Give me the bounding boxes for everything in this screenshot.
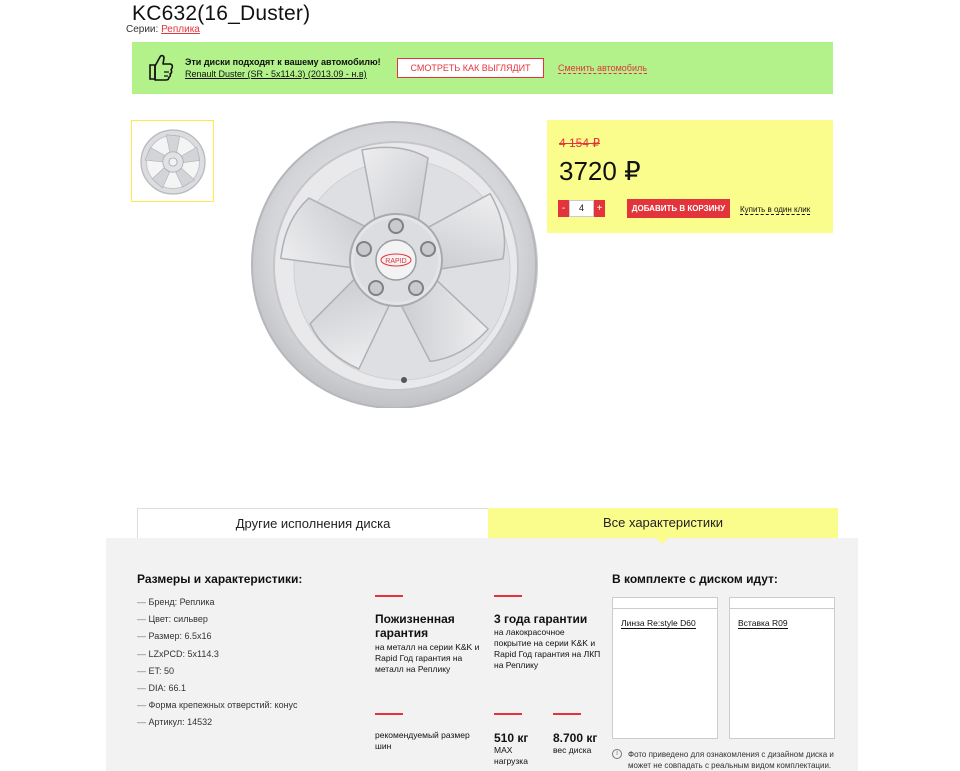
max-load-label: MAX нагрузка — [494, 745, 528, 766]
wheel-image — [250, 120, 538, 408]
recommended-tire-label: рекомендуемый размер шин — [375, 730, 470, 751]
divider-three-years — [494, 595, 522, 597]
divider-tire — [375, 713, 403, 715]
spec-list — [137, 596, 297, 734]
divider-lifetime — [375, 595, 403, 597]
tab-other-versions[interactable]: Другие исполнения диска — [137, 508, 488, 538]
photo-note-text: Фото приведено для ознакомления с дизайном диска и может не совпадать с реальным видом комплектации. — [628, 750, 834, 770]
photo-note — [612, 749, 852, 771]
quantity-input[interactable]: 4 — [569, 200, 594, 217]
weight-label: вес диска — [553, 745, 592, 755]
info-icon: i — [612, 749, 622, 759]
product-title: KC632(16_Duster) — [132, 2, 311, 25]
spec-item: — Цвет: сильвер — [137, 613, 297, 630]
kit-item-label[interactable]: Вставка R09 — [738, 618, 788, 628]
thumbs-up-icon — [146, 51, 174, 83]
spec-item: — LZxPCD: 5x114.3 — [137, 648, 297, 665]
spec-item: — Артикул: 14532 — [137, 716, 297, 733]
wheel-thumbnail-image — [139, 128, 207, 196]
wheel-logo: RAPID — [385, 258, 407, 265]
weight-value: 8.700 кг — [553, 731, 598, 745]
view-on-car-button[interactable]: СМОТРЕТЬ КАК ВЫГЛЯДИТ — [397, 58, 544, 78]
kit-card-bar — [730, 598, 834, 609]
add-to-cart-button[interactable]: ДОБАВИТЬ В КОРЗИНУ — [627, 199, 730, 218]
kit-card-bar — [613, 598, 717, 609]
three-year-warranty-text: на лакокрасочное покрытие на серии K&K и Rapid Год гарантия на ЛКП на Реплику — [494, 627, 601, 670]
series-label: Серии: — [126, 24, 159, 35]
spec-item: — Бренд: Реплика — [137, 596, 297, 613]
lifetime-warranty-title: Пожизненная гарантия — [375, 612, 455, 640]
max-load-value: 510 кг — [494, 731, 529, 745]
kit-item-insert[interactable] — [729, 597, 835, 739]
spec-item: — Форма крепежных отверстий: конус — [137, 699, 297, 716]
one-click-buy-link[interactable]: Купить в один клик — [740, 205, 811, 214]
divider-weight — [553, 713, 581, 715]
change-car-link[interactable]: Сменить автомобиль — [558, 63, 647, 73]
quantity-increase-button[interactable]: + — [594, 200, 605, 217]
spec-item: — Размер: 6.5x16 — [137, 630, 297, 647]
series-link[interactable]: Реплика — [161, 24, 200, 35]
quantity-decrease-button[interactable]: - — [558, 200, 569, 217]
specs-title: Размеры и характеристики: — [137, 572, 303, 586]
old-price: 4 154 ₽ — [559, 136, 600, 150]
lifetime-warranty-text: на металл на серии K&K и Rapid Год гарантия на металл на Реплику — [375, 642, 480, 674]
fit-message: Эти диски подходят к вашему автомобилю! — [185, 57, 381, 67]
three-year-warranty-title: 3 года гарантии — [494, 612, 588, 626]
tab-all-specs[interactable]: Все характеристики — [488, 508, 838, 538]
active-tab-arrow — [655, 537, 669, 544]
series-line — [126, 24, 200, 35]
kit-title: В комплекте с диском идут: — [612, 572, 778, 586]
product-main-image — [250, 120, 538, 408]
divider-load — [494, 713, 522, 715]
kit-item-label[interactable]: Линза Re:style D60 — [621, 618, 696, 628]
car-link[interactable]: Renault Duster (SR - 5x114.3) (2013.09 - н.в) — [185, 69, 367, 79]
spec-item: — ET: 50 — [137, 665, 297, 682]
product-thumbnail[interactable] — [131, 120, 214, 202]
spec-item: — DIA: 66.1 — [137, 682, 297, 699]
price-box — [547, 120, 833, 233]
kit-item-lens[interactable] — [612, 597, 718, 739]
fit-banner — [132, 42, 833, 94]
details-panel — [106, 538, 858, 771]
current-price: 3720 ₽ — [559, 156, 641, 186]
